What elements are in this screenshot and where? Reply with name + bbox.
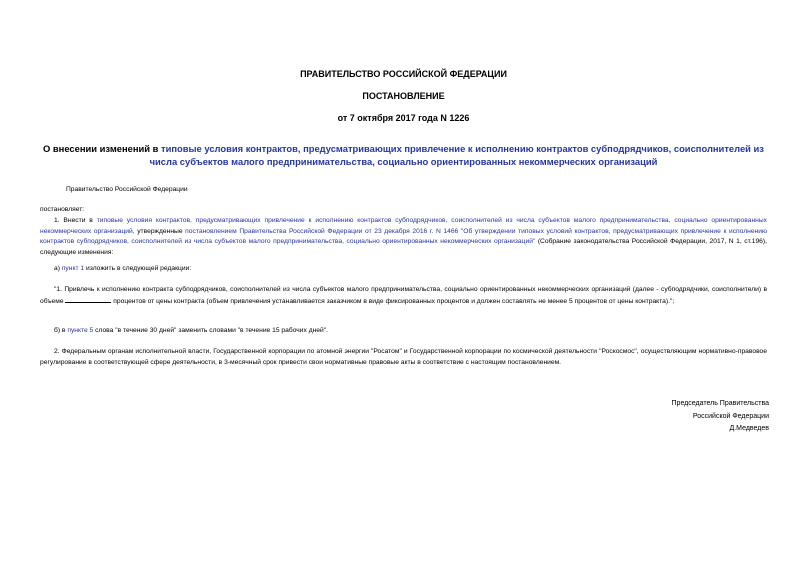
p1-text-a: 1. Внести в bbox=[54, 217, 97, 224]
quoted-paragraph bbox=[40, 285, 767, 307]
p1-text-c: (Собрание законодательства Российской Федерации, 2017, N 1, ст.196), следующие изменения: bbox=[40, 238, 767, 256]
document-subject bbox=[40, 142, 767, 168]
quote-text-b: процентов от цены контракта (объем привлечения устанавливается заказчиком в виде фиксированных процентов и должен составлять не менее 5 процентов от цены контракта)."; bbox=[111, 297, 675, 305]
percent-blank-field bbox=[65, 296, 111, 303]
pb-text-b: слова "в течение 30 дней" заменить словами "в течение 15 рабочих дней". bbox=[93, 327, 328, 334]
subject-prefix: О внесении изменений в bbox=[43, 143, 162, 154]
document-date-number: от 7 октября 2017 года N 1226 bbox=[337, 113, 470, 123]
pa-text-b: изложить в следующей редакции: bbox=[84, 265, 192, 272]
signature-block bbox=[672, 398, 769, 436]
pb-link-point-5[interactable]: пункте 5 bbox=[67, 327, 94, 334]
paragraph-2: 2. Федеральным органам исполнительной власти, Государственной корпорации по атомной энергии "Росатом" и Государственной корпорации по космической деятельности "Роскосмос", осуществляющим нормативно-правовое регулирование в соответствующей сфере деятельности, в 3-месячный срок привести свои нормативные правовые акты в соответствие с настоящим постановлением. bbox=[40, 348, 767, 366]
paragraph-a bbox=[54, 264, 764, 275]
paragraph-b bbox=[54, 326, 764, 337]
pb-text-a: б) в bbox=[54, 327, 68, 334]
intro-paragraph: Правительство Российской Федерации bbox=[66, 186, 188, 193]
pa-text-a: а) bbox=[54, 265, 62, 272]
quote-text-a: "1. Привлечь к исполнению контракта субподрядчиков, соисполнителей из числа субъектов малого предпринимательства, социально ориентированных некоммерческих организаций (далее - субподрядчики, соисполнители) в объеме bbox=[40, 286, 767, 305]
paragraph-1 bbox=[40, 216, 767, 258]
government-title: ПРАВИТЕЛЬСТВО РОССИЙСКОЙ ФЕДЕРАЦИИ bbox=[300, 69, 507, 79]
document-type: ПОСТАНОВЛЕНИЕ bbox=[362, 91, 445, 101]
signature-name: Д.Медведев bbox=[729, 425, 769, 432]
decree-word: постановляет: bbox=[40, 206, 85, 213]
p1-link-resolution-1466[interactable]: постановлением Правительства Российской Федерации от 23 декабря 2016 г. N 1466 "Об утверждении типовых условий контрактов, предусматривающих привлечение к исполнению контрактов субподрядчиков, соисполнителей из числа субъектов малого предпринимательства, социально ориентированных некоммерческих организаций" bbox=[40, 227, 767, 245]
pa-link-point-1[interactable]: пункт 1 bbox=[61, 265, 85, 272]
subject-link[interactable]: типовые условия контрактов, предусматривающих привлечение к исполнению контрактов субподрядчиков, соисполнителей из числа субъектов малого предпринимательства, социально ориентированных некоммерческих организаций bbox=[149, 143, 764, 167]
p1-link-typical-conditions[interactable]: типовые условия контрактов, предусматривающих привлечение к исполнению контрактов субподрядчиков, соисполнителей из числа субъектов малого предпринимательства, социально ориентированных некоммерческих организаций, bbox=[40, 217, 767, 235]
signature-organization: Российской Федерации bbox=[692, 412, 769, 420]
signature-position: Председатель Правительства bbox=[671, 400, 769, 407]
p1-text-b: утвержденные bbox=[134, 227, 186, 235]
